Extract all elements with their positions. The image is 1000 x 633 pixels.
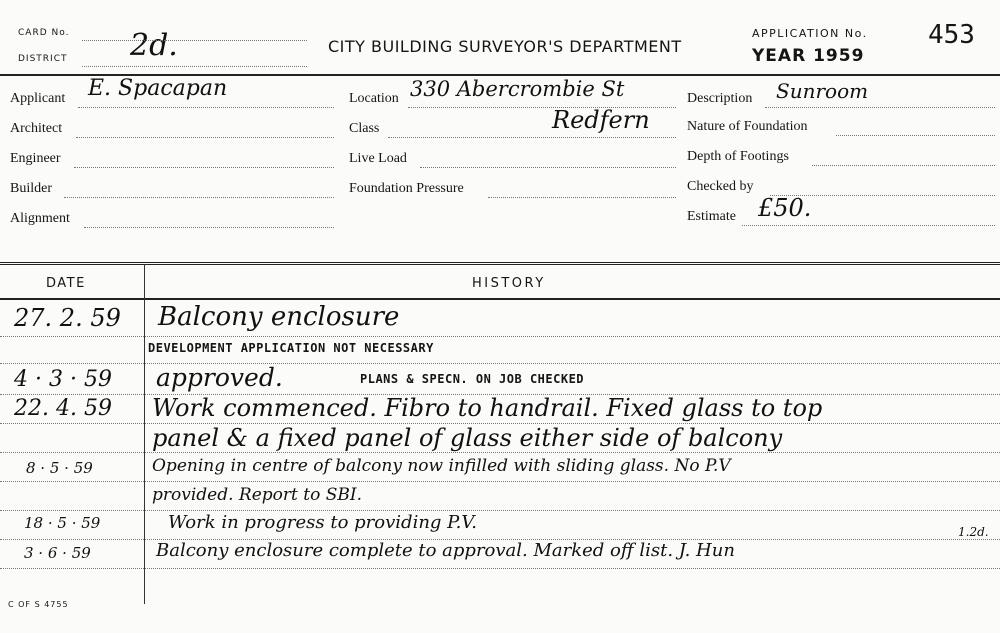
- table-header-rule: [0, 298, 1000, 300]
- builder-label: Builder: [10, 181, 52, 196]
- card-no-label: CARD No.: [18, 28, 70, 38]
- location-value-2: Redfern: [552, 106, 650, 134]
- engineer-label: Engineer: [10, 151, 61, 166]
- application-no-label: APPLICATION No.: [752, 27, 868, 40]
- row-rule: [0, 481, 1000, 482]
- row-rule: [0, 568, 1000, 569]
- description-line: [765, 107, 995, 108]
- row-9-history: Balcony enclosure complete to approval. Marked off list. J. Hun: [156, 540, 735, 561]
- live-load-line: [420, 167, 676, 168]
- architect-line: [76, 137, 334, 138]
- builder-line: [64, 197, 334, 198]
- history-header: HISTORY: [472, 276, 546, 291]
- architect-label: Architect: [10, 121, 63, 136]
- alignment-label: Alignment: [10, 211, 70, 226]
- applicant-value: E. Spacapan: [88, 76, 228, 101]
- live-load-label: Live Load: [349, 151, 407, 166]
- foundation-pressure-label: Foundation Pressure: [349, 181, 464, 196]
- estimate-label: Estimate: [687, 209, 736, 224]
- description-label: Description: [687, 91, 753, 106]
- location-label: Location: [349, 91, 399, 106]
- form-code: C OF S 4755: [8, 600, 69, 609]
- estimate-line: [742, 225, 995, 226]
- alignment-line: [84, 227, 334, 228]
- estimate-value: £50.: [758, 194, 812, 222]
- district-line: [82, 66, 307, 67]
- row-7-history: provided. Report to SBI.: [152, 485, 362, 505]
- district-label: DISTRICT: [18, 54, 68, 64]
- date-header: DATE: [46, 276, 86, 291]
- row-9-note: 1.2d.: [958, 525, 989, 539]
- nature-line: [836, 135, 995, 136]
- date-column-divider: [144, 264, 145, 604]
- row-8-history: Work in progress to providing P.V.: [168, 512, 477, 533]
- applicant-label: Applicant: [10, 91, 66, 106]
- engineer-line: [74, 167, 334, 168]
- checked-by-label: Checked by: [687, 179, 754, 194]
- application-no: 453: [928, 20, 975, 50]
- card-no-line: [82, 40, 307, 41]
- row-1-date: 27. 2. 59: [14, 304, 121, 332]
- row-6-date: 8 · 5 · 59: [26, 459, 93, 477]
- row-rule: [0, 363, 1000, 364]
- row-rule: [0, 452, 1000, 453]
- row-3-stamp: PLANS & SPECN. ON JOB CHECKED: [360, 372, 585, 386]
- depth-of-footings-label: Depth of Footings: [687, 149, 789, 164]
- depth-line: [812, 165, 995, 166]
- class-label: Class: [349, 121, 380, 136]
- row-4-history: Work commenced. Fibro to handrail. Fixed glass to top: [152, 394, 823, 422]
- row-2-stamp: DEVELOPMENT APPLICATION NOT NECESSARY: [148, 341, 434, 355]
- row-1-history: Balcony enclosure: [158, 302, 400, 332]
- class-line: [388, 137, 676, 138]
- row-4-date: 22. 4. 59: [14, 396, 112, 421]
- row-9-date: 3 · 6 · 59: [24, 544, 91, 562]
- department-title: CITY BUILDING SURVEYOR'S DEPARTMENT: [328, 37, 682, 56]
- description-value: Sunroom: [776, 79, 869, 103]
- foundation-pressure-line: [488, 197, 676, 198]
- row-8-date: 18 · 5 · 59: [24, 514, 101, 532]
- row-5-history: panel & a fixed panel of glass either side of balcony: [152, 424, 783, 452]
- year-label: YEAR 1959: [752, 46, 865, 66]
- row-6-history: Opening in centre of balcony now infilled with sliding glass. No P.V: [152, 456, 731, 476]
- location-value: 330 Abercrombie St: [410, 77, 625, 101]
- district-value: 2d.: [130, 28, 178, 63]
- table-top-rule: [0, 262, 1000, 265]
- nature-of-foundation-label: Nature of Foundation: [687, 119, 808, 134]
- row-rule: [0, 510, 1000, 511]
- row-rule: [0, 336, 1000, 337]
- applicant-line: [78, 107, 334, 108]
- row-3-date: 4 · 3 · 59: [14, 367, 112, 392]
- row-3-history: approved.: [156, 363, 283, 392]
